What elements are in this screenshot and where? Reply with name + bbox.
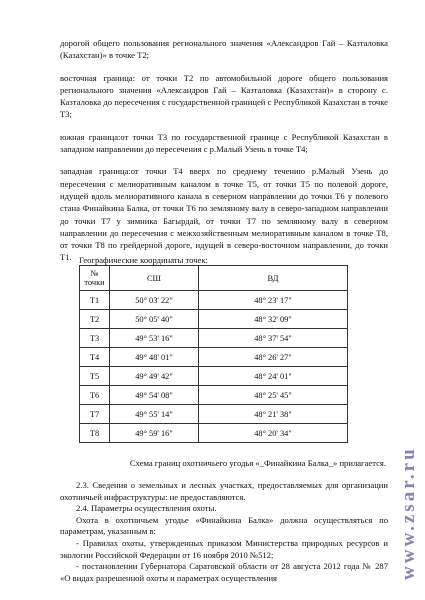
cell-point: Т2 (80, 310, 110, 329)
header-longitude: ВД (199, 266, 348, 291)
cell-longitude: 48° 24' 01" (199, 367, 348, 386)
table-caption: Географические координаты точек: (79, 255, 208, 265)
paragraph-hunting-rules: - Правилах охоты, утвержденных приказом Министерства природных ресурсов и экологии Российской Федерации от 16 ноября 2010 №512; (60, 537, 388, 560)
paragraph-east-border: восточная граница: от точки Т2 по автомобильной дороге общего пользования регионального значения «Александров Гай – Казталовка (Казахстан)» в сторону с. Казталовка до пересечения с государственной границей с Республикой Казахстан в точке Т3; (60, 72, 388, 120)
table-row (80, 386, 348, 405)
cell-longitude: 48° 23' 17" (199, 291, 348, 310)
cell-point: Т7 (80, 405, 110, 424)
header-latitude: СШ (110, 266, 199, 291)
cell-latitude: 49° 54' 08" (110, 386, 199, 405)
cell-longitude: 48° 32' 09" (199, 310, 348, 329)
table-row (80, 424, 348, 443)
cell-point: Т6 (80, 386, 110, 405)
paragraph-west-border: западная граница:от точки Т4 вверх по среднему течению р.Малый Узень до пересечения с мелиоративным каналом в точке Т5, от точки Т5 по полевой дороге, идущей вдоль мелиоративного канала в северном направлении до точки Т6 у полевого стана Финайкина Балка, от точки Т6 по земляному валу в северо-западном направлении до точки Т7 у зимника Багырдай, от точки Т7 по земляному валу в северном направлении до пересечения с межхозяйственным мелиоративным каналом в точке Т8, от точки Т8 по грейдерной дороге, идущей в северо-восточном направлении, до точки Т1. (60, 166, 388, 263)
cell-longitude: 48° 20' 34" (199, 424, 348, 443)
cell-latitude: 50° 03' 22" (110, 291, 199, 310)
cell-latitude: 49° 59' 16" (110, 424, 199, 443)
cell-latitude: 49° 49' 42" (110, 367, 199, 386)
cell-latitude: 49° 55' 14" (110, 405, 199, 424)
cell-longitude: 48° 25' 45" (199, 386, 348, 405)
cell-point: Т4 (80, 348, 110, 367)
cell-latitude: 49° 48' 01" (110, 348, 199, 367)
cell-point: Т3 (80, 329, 110, 348)
table-row (80, 291, 348, 310)
cell-longitude: 48° 26' 27" (199, 348, 348, 367)
cell-latitude: 50° 05' 40" (110, 310, 199, 329)
cell-latitude: 49° 53' 16" (110, 329, 199, 348)
cell-point: Т5 (80, 367, 110, 386)
coordinates-table (79, 265, 348, 443)
section-2-text (60, 480, 388, 584)
paragraph-land-plots: 2.3. Сведения о земельных и лесных участках, предоставляемых для организации охотничьей инфраструктуры: не предоставляются. (60, 480, 388, 502)
paragraph-south-border: южная граница:от точки Т3 по государственной границе с Республикой Казахстан в западном направлении до пересечения с р.Малый Узень в точке Т4; (60, 131, 388, 155)
header-point: № точки (80, 266, 110, 291)
scheme-note: Схема границ охотничьего угодья «_Финайкина Балка_» прилагается. (129, 458, 386, 468)
table-row (80, 310, 348, 329)
boundary-description (60, 37, 388, 264)
table-row (80, 405, 348, 424)
cell-point: Т1 (80, 291, 110, 310)
paragraph-hunting-params-title: 2.4. Параметры осуществления охоты. (76, 503, 217, 514)
table-row (80, 348, 348, 367)
paragraph-hunting-params-intro: Охота в охотничьем угодье «Финайкина Балка» должна осуществляться по параметрам, указанным в: (60, 514, 388, 537)
paragraph-governor-decree: - постановлении Губернатора Саратовской области от 28 августа 2012 года № 287 «О видах разрешенной охоты и параметрах осуществления (60, 561, 388, 583)
table-header-row (80, 266, 348, 291)
table-row (80, 329, 348, 348)
table-row (80, 367, 348, 386)
cell-longitude: 48° 21' 38" (199, 405, 348, 424)
cell-longitude: 48° 37' 54" (199, 329, 348, 348)
watermark-text: www.zsar.ru (398, 446, 419, 580)
paragraph-north-end: дорогой общего пользования регионального значения «Александров Гай – Казталовка (Казахстан)» в точке Т2; (60, 38, 388, 61)
cell-point: Т8 (80, 424, 110, 443)
site-watermark (397, 60, 421, 600)
